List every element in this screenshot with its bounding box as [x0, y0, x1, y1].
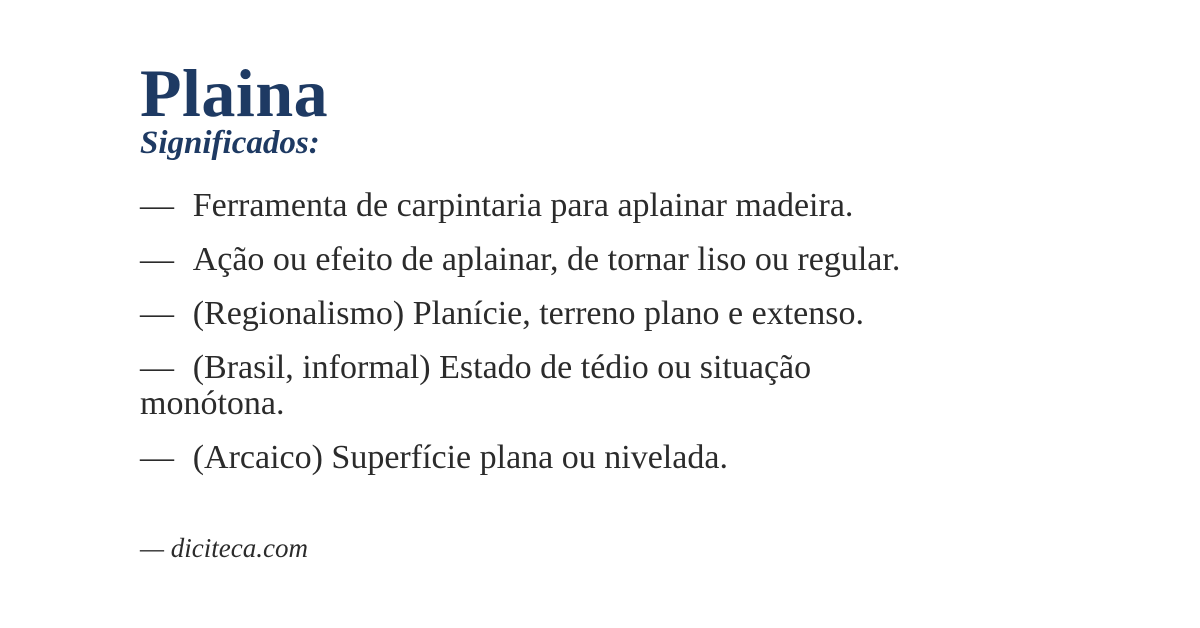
- definition-dash: —: [140, 187, 174, 224]
- definition-dash: —: [140, 349, 174, 386]
- definition-item: [140, 350, 925, 422]
- definition-text: Ação ou efeito de aplainar, de tornar liso ou regular.: [192, 241, 901, 278]
- definition-card: [140, 0, 940, 563]
- definition-item: [140, 188, 925, 224]
- source-attribution: — diciteca.com: [140, 533, 308, 563]
- definition-text: Ferramenta de carpintaria para aplainar madeira.: [192, 187, 854, 224]
- definition-item: [140, 242, 925, 278]
- meanings-label: Significados:: [140, 125, 320, 161]
- definition-text: (Arcaico) Superfície plana ou nivelada.: [192, 439, 728, 476]
- definition-text: (Brasil, informal) Estado de tédio ou situação monótona.: [140, 349, 812, 422]
- definition-item: [140, 296, 925, 332]
- definition-dash: —: [140, 241, 174, 278]
- definitions-list: [140, 188, 925, 476]
- definition-dash: —: [140, 295, 174, 332]
- word-title: Plaina: [140, 55, 329, 131]
- definition-item: [140, 440, 925, 476]
- definition-text: (Regionalismo) Planície, terreno plano e extenso.: [192, 295, 864, 332]
- definition-dash: —: [140, 439, 174, 476]
